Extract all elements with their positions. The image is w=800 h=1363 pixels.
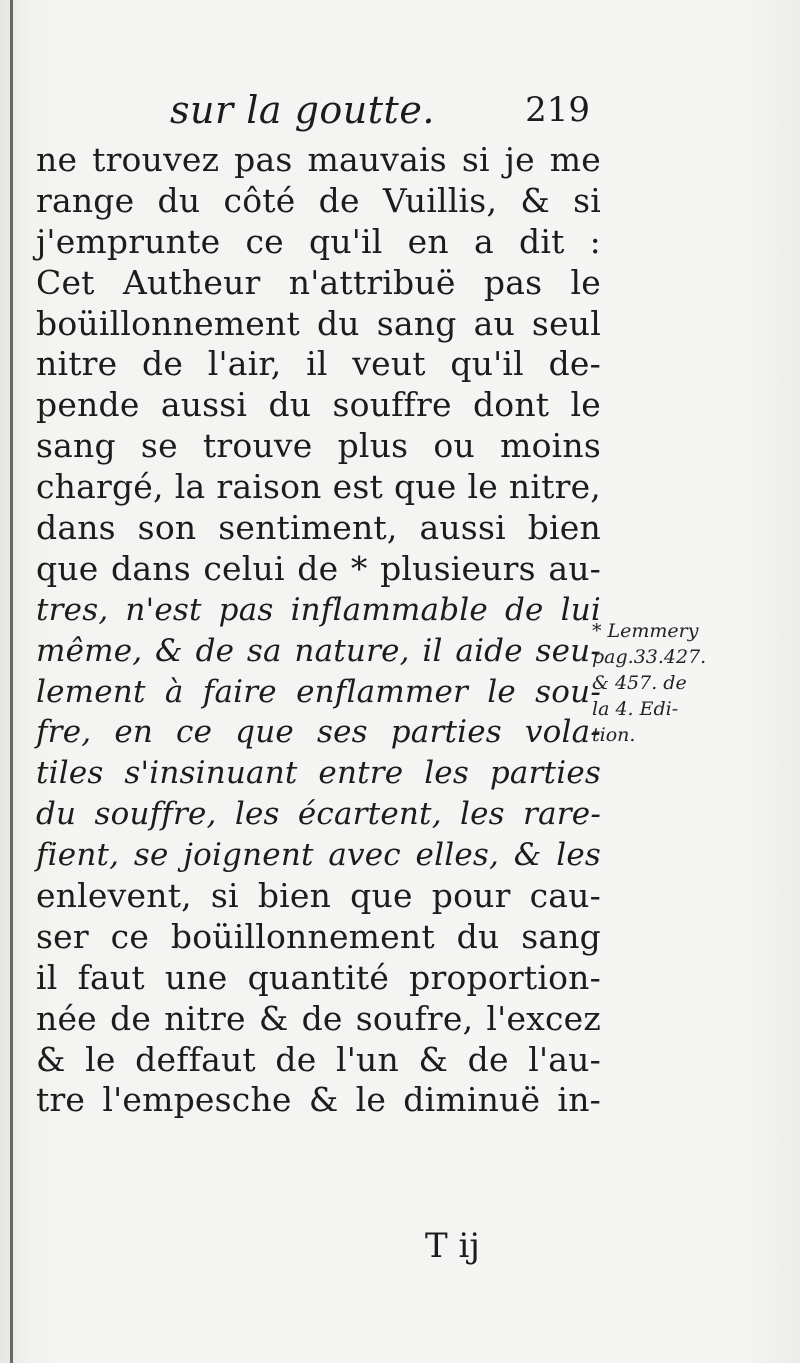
signature-mark: T ij [425, 1226, 480, 1266]
text-line: ser ce boüillonnement du sang [36, 916, 601, 956]
margin-note-line: & 457. de [592, 672, 687, 694]
text-line: range du côté de Vuillis, & si [36, 180, 601, 220]
text-line: boüillonnement du sang au seul [36, 303, 601, 343]
text-line: dans son sentiment, aussi bien [36, 508, 601, 548]
text-line-italic: tres, n'est pas inflammable de lui [36, 591, 601, 628]
running-head: sur la goutte. [170, 88, 435, 132]
text-line-italic: du souffre, les écartent, les rare- [36, 796, 601, 833]
text-line: Cet Autheur n'attribuë pas le [36, 262, 601, 302]
page-number: 219 [525, 90, 590, 130]
text-line: ne trouvez pas mauvais si je me [36, 140, 601, 179]
margin-note-line: la 4. Edi- [592, 698, 679, 720]
margin-note-line: pag.33.427. [592, 646, 707, 668]
margin-note-line: * Lemmery [592, 620, 699, 642]
text-line: née de nitre & de soufre, l'excez [36, 998, 601, 1038]
text-line-italic: lement à faire enflammer le sou- [36, 673, 601, 710]
margin-note-line: tion. [592, 724, 636, 746]
body-text [36, 140, 601, 1121]
text-line: chargé, la raison est que le nitre, [36, 467, 601, 507]
text-line: & le deffaut de l'un & de l'au- [36, 1039, 601, 1079]
text-line-italic: fient, se joignent avec elles, & les [36, 837, 601, 874]
text-line: tre l'empesche & le diminuë in- [36, 1080, 601, 1120]
text-line: enlevent, si bien que pour cau- [36, 876, 601, 916]
text-line: il faut une quantité proportion- [36, 957, 601, 997]
text-line-italic: fre, en ce que ses parties vola- [36, 714, 601, 751]
page-header [170, 88, 590, 138]
page-gutter-edge [10, 0, 13, 1363]
text-line: que dans celui de * plusieurs au- [36, 548, 601, 588]
text-line-italic: même, & de sa nature, il aide seu- [36, 632, 601, 669]
text-line: j'emprunte ce qu'il en a dit : [36, 221, 601, 261]
margin-note [592, 618, 800, 748]
text-line: nitre de l'air, il veut qu'il de- [36, 344, 601, 384]
text-line: sang se trouve plus ou moins [36, 426, 601, 466]
text-line: pende aussi du souffre dont le [36, 385, 601, 425]
text-line-italic: tiles s'insinuant entre les parties [36, 755, 601, 792]
